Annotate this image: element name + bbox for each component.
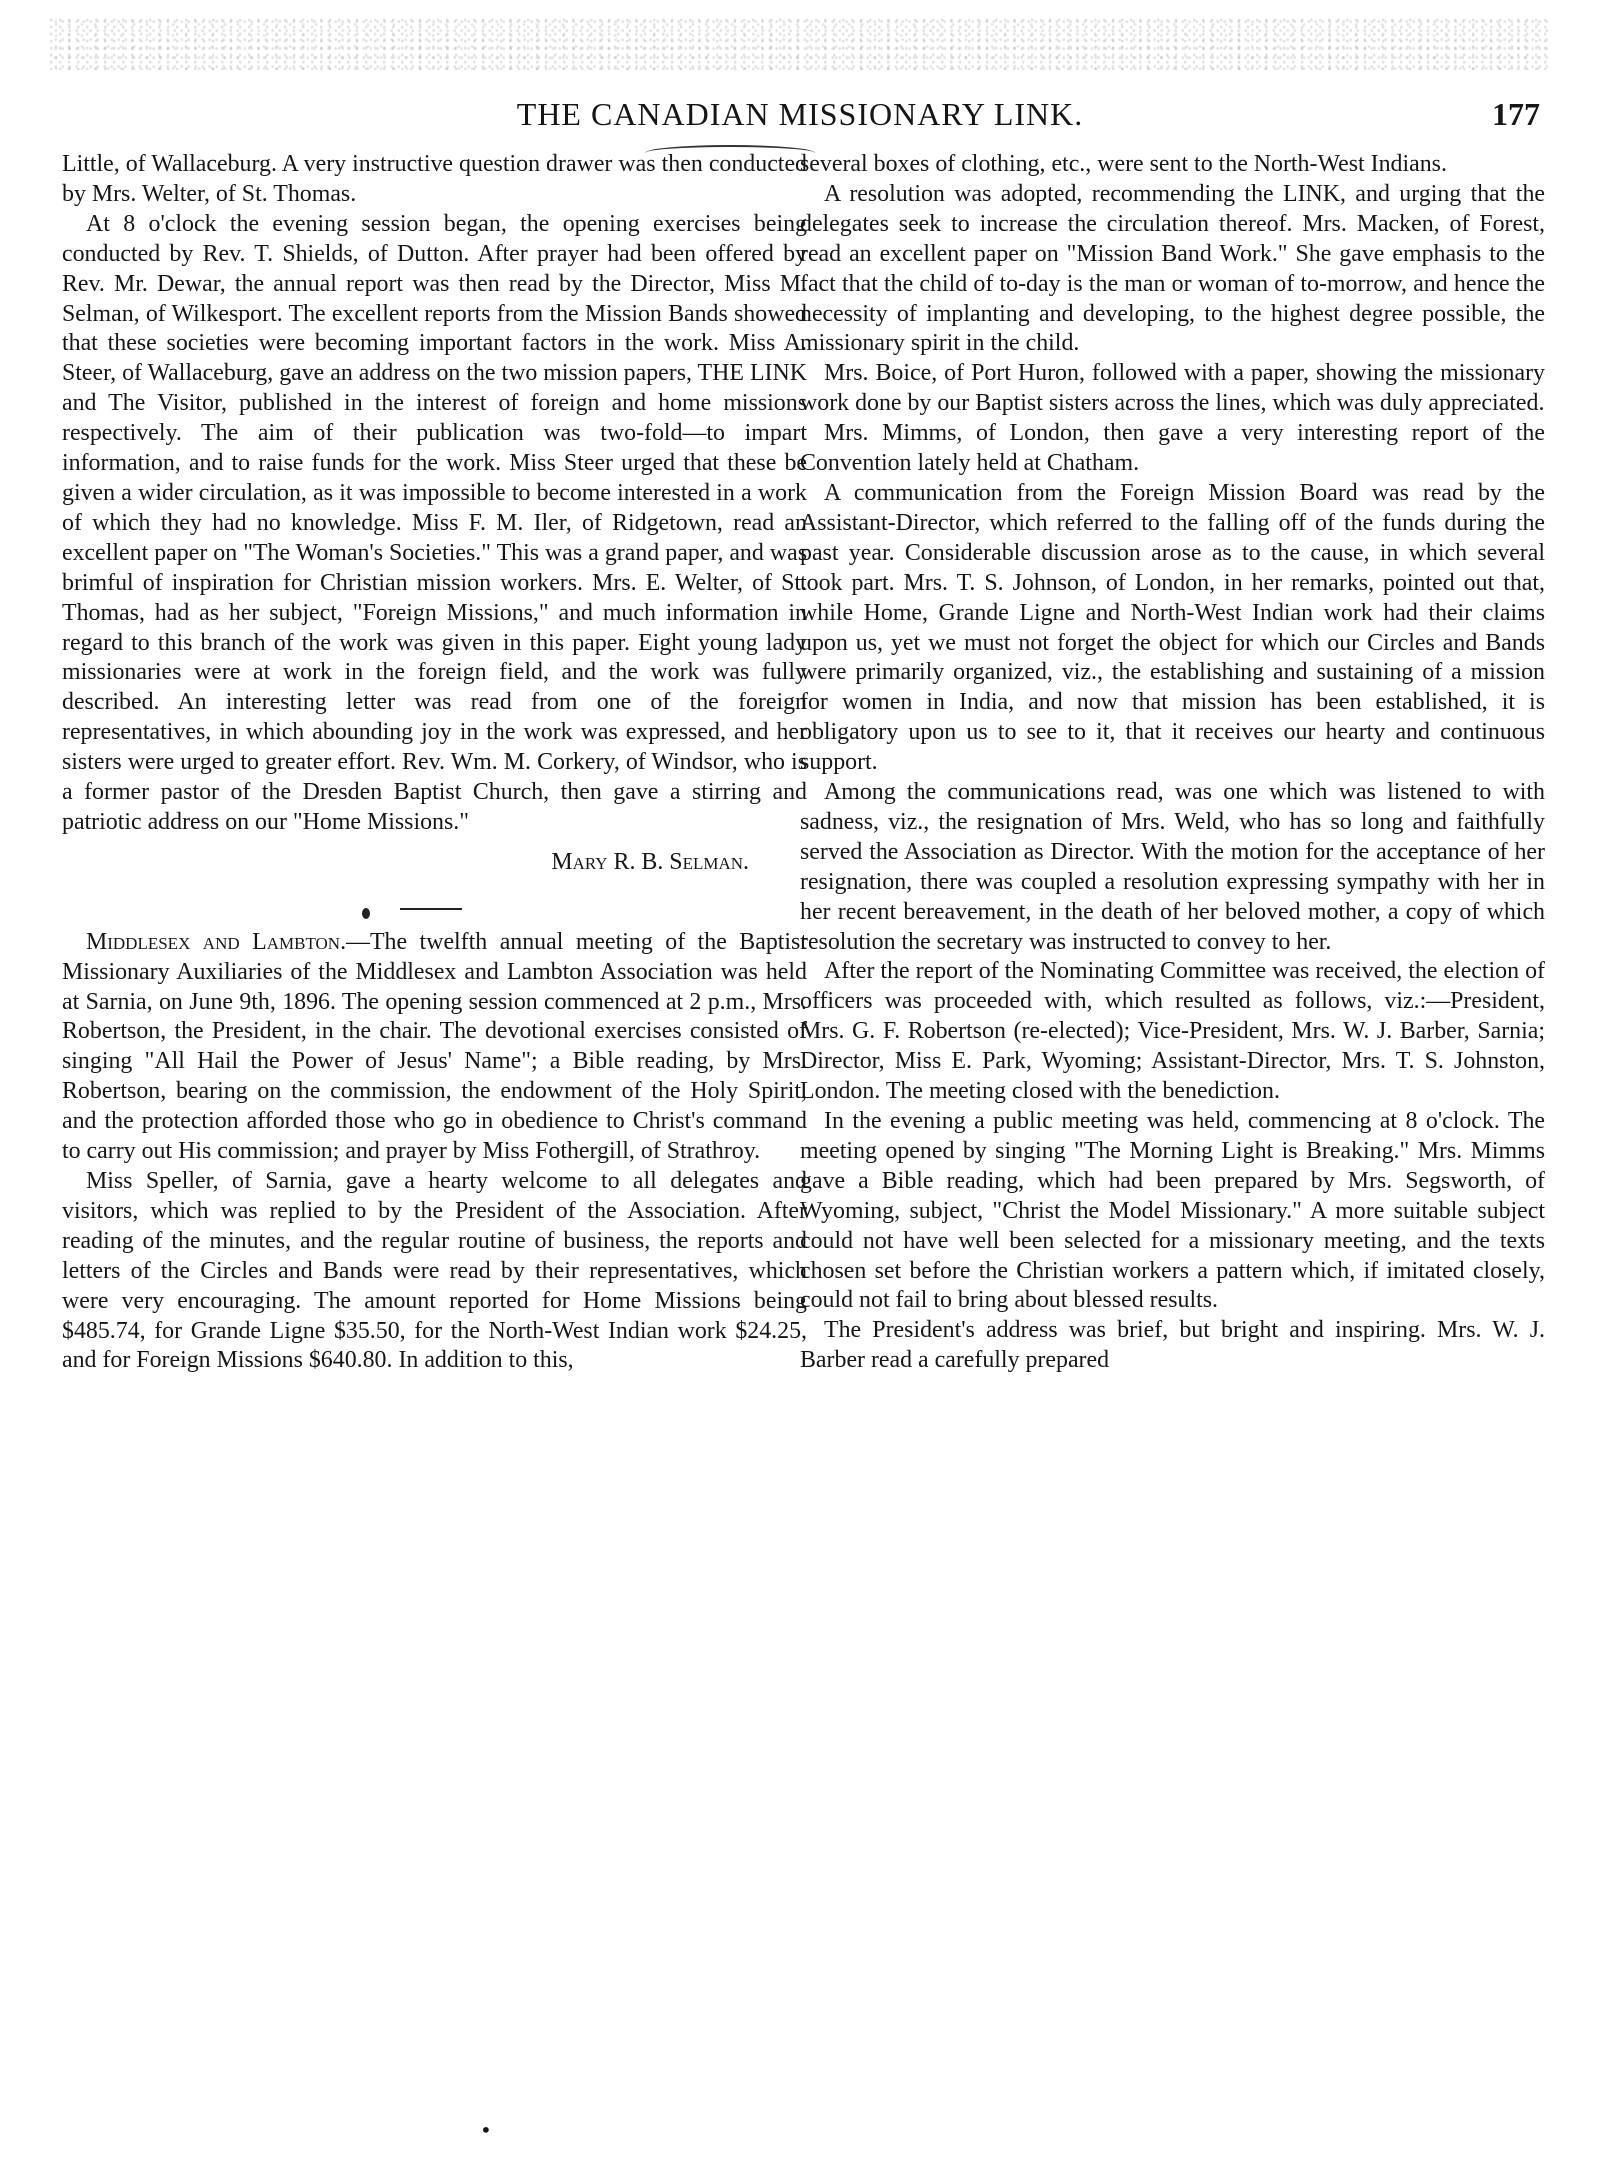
paragraph: Little, of Wallaceburg. A very instructive question drawer was then conducted by Mrs. Welter, of St. Thomas. xyxy=(62,151,807,207)
paragraph: After the report of the Nominating Committee was received, the election of officers was proceeded with, which resulted as follows, viz.:—President, Mrs. G. F. Robertson (re-elected); Vice-President, Mrs. W. J. Barber, Sarnia; Director, Miss E. Park, Wyoming; Assistant-Director, Mrs. T. S. Johnston, London. The meeting closed with the benediction. xyxy=(800,958,1545,1105)
section-text: —The twelfth annual meeting of the Baptist Missionary Auxiliaries of the Middlesex and Lambton Association was held at Sarnia, on June 9th, 1896. The opening session commenced at 2 p.m., Mrs. Robertson, the President, in the chair. The devotional exercises consisted of singing "All Hail the Power of Jesus' Name"; a Bible reading, by Mrs. Robertson, bearing on the commission, the endowment of the Holy Spirit, and the protection afforded those who go in obedience to Christ's command to carry out His commission; and prayer by Miss Fothergill, of Strathroy. xyxy=(62,928,807,1165)
right-column xyxy=(800,150,1545,1376)
paragraph: At 8 o'clock the evening session began, the opening exercises being conducted by Rev. T. Shields, of Dutton. After prayer had been offered by Rev. Mr. Dewar, the annual report was then read by the Director, Miss M. Selman, of Wilkesport. The excellent reports from the Mission Bands showed that these societies were becoming important factors in the work. Miss A. Steer, of Wallaceburg, gave an address on the two mission papers, THE LINK and The Visitor, published in the interest of foreign and home missions respectively. The aim of their publication was two-fold—to impart information, and to raise funds for the work. Miss Steer urged that these be given a wider circulation, as it was impossible to become interested in a work of which they had no knowledge. Miss F. M. Iler, of Ridgetown, read an excellent paper on "The Woman's Societies." This was a grand paper, and was brimful of inspiration for Christian mission workers. Mrs. E. Welter, of St. Thomas, had as her subject, "Foreign Missions," and much information in regard to this branch of the work was given in this paper. Eight young lady missionaries were at work in the foreign field, and the work was fully described. An interesting letter was read from one of the foreign representatives, in which abounding joy in the work was expressed, and her sisters were urged to greater effort. Rev. Wm. M. Corkery, of Windsor, who is a former pastor of the Dresden Baptist Church, then gave a stirring and patriotic address on our "Home Missions." xyxy=(62,210,807,835)
bullet-mark xyxy=(362,908,370,919)
footer-mark: • xyxy=(480,2118,492,2142)
running-header xyxy=(60,96,1540,140)
section-paragraph xyxy=(62,928,807,1167)
page-number: 177 xyxy=(1492,96,1540,132)
section-divider xyxy=(62,878,807,928)
scan-noise xyxy=(50,18,1550,70)
paragraph: several boxes of clothing, etc., were sent to the North-West Indians. xyxy=(800,151,1447,177)
signature: Mary R. B. Selman. xyxy=(551,848,749,875)
divider-rule xyxy=(400,908,462,910)
paragraph: Mrs. Mimms, of London, then gave a very interesting report of the Convention lately held at Chatham. xyxy=(800,420,1545,477)
paragraph: In the evening a public meeting was held, commencing at 8 o'clock. The meeting opened by singing "The Morning Light is Breaking." Mrs. Mimms gave a Bible reading, which had been prepared by Mrs. Segsworth, of Wyoming, subject, "Christ the Model Missionary." A more suitable subject could not have well been selected for a missionary meeting, and the texts chosen set before the Christian workers a pattern which, if imitated closely, could not fail to bring about blessed results. xyxy=(800,1108,1545,1314)
paragraph: Miss Speller, of Sarnia, gave a hearty welcome to all delegates and visitors, which was replied to by the President of the Association. After reading of the minutes, and the regular routine of business, the reports and letters of the Circles and Bands were read by their representatives, which were very encouraging. The amount reported for Home Missions being $485.74, for Grande Ligne $35.50, for the North-West Indian work $24.25, and for Foreign Missions $640.80. In addition to this, xyxy=(62,1168,807,1374)
paragraph: The President's address was brief, but bright and inspiring. Mrs. W. J. Barber read a carefully prepared xyxy=(800,1317,1545,1374)
paragraph: Among the communications read, was one which was listened to with sadness, viz., the resignation of Mrs. Weld, who has so long and faithfully served the Association as Director. With the motion for the acceptance of her resignation, there was coupled a resolution expressing sympathy with her in her recent bereavement, in the death of her beloved mother, a copy of which resolution the secretary was instructed to convey to her. xyxy=(800,779,1545,955)
paragraph: A communication from the Foreign Mission Board was read by the Assistant-Director, which referred to the falling off of the funds during the past year. Considerable discussion arose as to the cause, in which several took part. Mrs. T. S. Johnson, of London, in her remarks, pointed out that, while Home, Grande Ligne and North-West Indian work had their claims upon us, yet we must not forget the object for which our Circles and Bands were primarily organized, viz., the establishing and sustaining of a mission for women in India, and now that mission has been established, it is obligatory upon us to see to it, that it receives our hearty and continuous support. xyxy=(800,479,1545,776)
publication-title: THE CANADIAN MISSIONARY LINK. xyxy=(516,96,1084,132)
paragraph: A resolution was adopted, recommending the LINK, and urging that the delegates seek to increase the circulation thereof. Mrs. Macken, of Forest, read an excellent paper on "Mission Band Work." She gave emphasis to the fact that the child of to-day is the man or woman of to-morrow, and hence the necessity of implanting and developing, to the highest degree possible, the missionary spirit in the child. xyxy=(800,180,1545,357)
left-column xyxy=(62,150,807,1376)
section-heading: Middlesex and Lambton. xyxy=(86,928,347,955)
paragraph: Mrs. Boice, of Port Huron, followed with a paper, showing the missionary work done by our Baptist sisters across the lines, which was duly appreciated. xyxy=(800,360,1545,417)
